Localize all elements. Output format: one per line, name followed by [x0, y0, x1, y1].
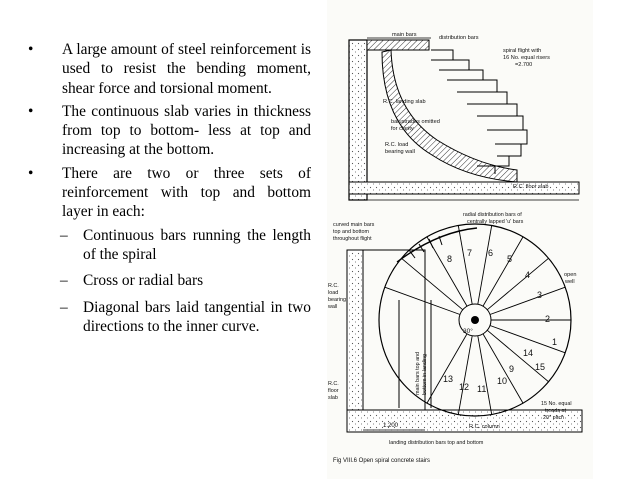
- label-spiral-flight: =2.700: [515, 62, 533, 68]
- bullet-marker: •: [28, 102, 34, 120]
- curved-main-bars: [397, 228, 477, 262]
- label-floor-slab: R.C. floor slab: [513, 184, 549, 190]
- label-dimension: 1.200: [383, 423, 399, 429]
- label-angle: 30°: [463, 328, 473, 335]
- tread-number: 14: [523, 348, 534, 358]
- label-curved-bars: curved main bars: [333, 222, 375, 228]
- label-spiral-flight: spiral flight with: [503, 48, 542, 54]
- dash-marker: –: [60, 272, 68, 290]
- label-plan-load-wall: R.C.: [328, 283, 339, 289]
- label-plan-load-wall: bearing: [328, 297, 346, 303]
- label-plan-floor-slab: floor: [328, 388, 339, 394]
- bullet-marker: •: [28, 164, 34, 182]
- central-column: [471, 316, 479, 324]
- label-plan-floor-slab: R.C.: [328, 381, 339, 387]
- label-open-well: open: [564, 272, 577, 278]
- label-radial-bars: radial distribution bars of: [463, 212, 522, 218]
- bullet-text: A large amount of steel reinforcement is used to resist the bending moment, shear force and torsional moment.: [62, 41, 311, 97]
- label-curved-bars: top and bottom: [333, 229, 369, 235]
- figure-caption: Fig VIII.6 Open spiral concrete stairs: [333, 458, 431, 464]
- spiral-stair-figure: [327, 0, 593, 479]
- tread-number: 1: [552, 337, 558, 347]
- label-balustrades: for clarity: [391, 126, 414, 132]
- label-load-wall: bearing wall: [385, 149, 415, 155]
- label-curved-bars: throughout flight: [333, 236, 372, 242]
- tread-number: 3: [537, 290, 543, 300]
- label-landing-main-bars: bottom in landing: [422, 353, 428, 395]
- label-treads: treads at: [545, 408, 566, 414]
- label-landing-main-bars: main bars top and: [415, 351, 421, 395]
- plan-view: [327, 212, 582, 464]
- tread-number: 13: [443, 374, 454, 384]
- label-spiral-flight: 16 No. equal risers: [503, 55, 550, 61]
- bullet-item: [24, 164, 311, 222]
- tread-numbers: [443, 248, 557, 394]
- bullet-item: [24, 40, 311, 98]
- tread-number: 4: [525, 270, 531, 280]
- label-main-bars: main bars: [392, 32, 417, 38]
- landing-slab: [367, 40, 429, 50]
- label-landing-slab: R.C. landing slab: [383, 99, 426, 105]
- sub-bullet-text: Diagonal bars laid tangential in two directions to the inner curve.: [83, 298, 311, 335]
- tread-number: 7: [467, 248, 473, 258]
- bullet-list: [24, 40, 311, 343]
- sub-bullet-item: [24, 226, 311, 265]
- bullet-item: [24, 102, 311, 160]
- label-landing-distribution: landing distribution bars top and bottom: [389, 440, 484, 446]
- plan-load-bearing-wall: [347, 250, 363, 410]
- label-open-well: well: [565, 279, 575, 285]
- label-distribution-bars: distribution bars: [439, 35, 479, 41]
- sub-bullet-text: Cross or radial bars: [83, 272, 204, 290]
- tread-number: 5: [507, 254, 513, 264]
- tread-number: 2: [545, 314, 551, 324]
- tread-number: 11: [477, 384, 487, 394]
- label-treads: 15 No. equal: [541, 401, 572, 407]
- label-plan-floor-slab: slab: [328, 395, 338, 401]
- label-radial-bars: centrally lapped 'u' bars: [467, 219, 524, 225]
- stair-drawing: [327, 0, 593, 479]
- tread-number: 9: [509, 364, 515, 374]
- tread-number: 6: [488, 248, 494, 258]
- label-column: R.C. column: [469, 424, 500, 430]
- tread-number: 10: [497, 376, 508, 386]
- tread-number: 15: [535, 362, 546, 372]
- sub-bullet-text: Continuous bars running the length of the spiral: [83, 226, 311, 263]
- label-plan-load-wall: load: [328, 290, 339, 296]
- sub-bullet-item: [24, 271, 311, 290]
- tread-number: 12: [459, 382, 470, 392]
- sub-bullet-item: [24, 298, 311, 337]
- load-bearing-wall: [349, 40, 367, 200]
- label-balustrades: balustrades omitted: [391, 119, 440, 125]
- bullet-text: The continuous slab varies in thickness from top to bottom- less at top and increasing at the bottom.: [62, 102, 311, 159]
- dash-marker: –: [60, 226, 68, 244]
- bullet-marker: •: [28, 41, 34, 58]
- tread-number: 8: [447, 254, 453, 264]
- label-treads: 20° pitch: [543, 415, 565, 421]
- label-load-wall: R.C. load: [385, 142, 409, 148]
- elevation-view: [349, 32, 579, 200]
- bullet-text: There are two or three sets of reinforcement with top and bottom layer in each:: [62, 164, 311, 221]
- dash-marker: –: [60, 298, 68, 316]
- label-plan-load-wall: wall: [328, 304, 338, 310]
